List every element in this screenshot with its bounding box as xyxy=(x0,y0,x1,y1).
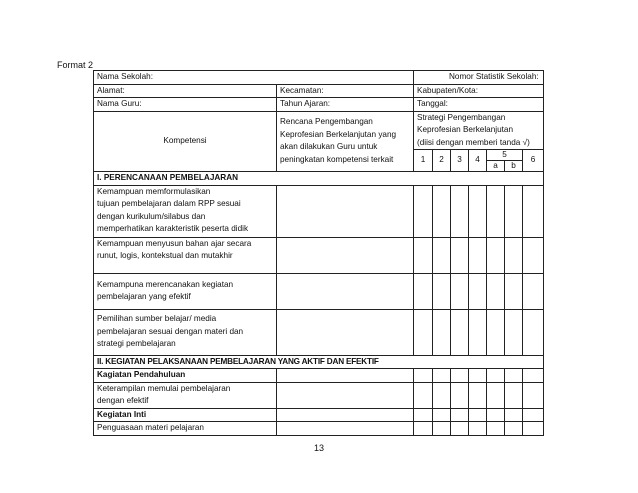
col-header-2: 2 xyxy=(433,150,451,172)
col-header-5a: a xyxy=(487,161,505,172)
item-kompetensi xyxy=(94,185,277,237)
item-kompetensi xyxy=(94,382,277,408)
check-cell[interactable] xyxy=(469,369,487,383)
check-cell[interactable] xyxy=(451,309,469,355)
check-cell[interactable] xyxy=(487,408,505,422)
check-cell[interactable] xyxy=(469,382,487,408)
check-cell[interactable] xyxy=(451,273,469,309)
check-cell[interactable] xyxy=(433,382,451,408)
nomor-statistik-label: Nomor Statistik Sekolah: xyxy=(449,72,539,81)
rencana-cell[interactable] xyxy=(277,422,414,436)
item-line: memperhatikan karakteristik peserta didik xyxy=(97,224,249,233)
rencana-header xyxy=(277,111,414,172)
kecamatan-field[interactable]: Kecamatan: xyxy=(277,84,414,98)
check-cell[interactable] xyxy=(469,237,487,273)
check-cell[interactable] xyxy=(505,273,523,309)
subsection-pendahuluan: Kagiatan Pendahuluan xyxy=(94,369,277,383)
col-header-5: 5 xyxy=(487,150,523,161)
item-kompetensi xyxy=(94,309,277,355)
check-cell[interactable] xyxy=(487,382,505,408)
competency-table xyxy=(93,70,544,436)
check-cell[interactable] xyxy=(505,185,523,237)
check-cell[interactable] xyxy=(487,185,505,237)
check-cell[interactable] xyxy=(433,408,451,422)
alamat-field[interactable]: Alamat: xyxy=(94,84,277,98)
kompetensi-header: Kompetensi xyxy=(94,111,277,172)
check-cell[interactable] xyxy=(469,309,487,355)
item-line: Pemilihan sumber belajar/ media xyxy=(97,314,217,324)
check-cell[interactable] xyxy=(469,408,487,422)
table-row xyxy=(94,273,544,309)
rencana-line: Rencana Pengembangan xyxy=(280,117,373,127)
format-label: Format 2 xyxy=(57,60,94,70)
check-cell[interactable] xyxy=(414,237,433,273)
check-cell[interactable] xyxy=(523,422,544,436)
table-row xyxy=(94,309,544,355)
check-cell[interactable] xyxy=(433,237,451,273)
check-cell[interactable] xyxy=(469,185,487,237)
item-line: dengan kurikulum/silabus dan xyxy=(97,211,206,221)
col-header-6: 6 xyxy=(523,150,544,172)
check-cell[interactable] xyxy=(469,273,487,309)
check-cell[interactable] xyxy=(451,408,469,422)
check-cell[interactable] xyxy=(523,382,544,408)
item-line: Kemampuan memformulasikan xyxy=(97,186,211,196)
nama-sekolah-field[interactable]: Nama Sekolah: xyxy=(94,71,414,85)
check-cell[interactable] xyxy=(451,237,469,273)
check-cell[interactable] xyxy=(433,309,451,355)
strategi-line: Strategi Pengembangan xyxy=(417,112,506,122)
check-cell[interactable] xyxy=(487,369,505,383)
tanggal-field[interactable]: Tanggal: xyxy=(414,98,544,112)
check-cell[interactable] xyxy=(487,273,505,309)
row-section-perencanaan xyxy=(94,172,544,186)
kabupaten-field[interactable]: Kabupaten/Kota: xyxy=(414,84,544,98)
strategi-line: (diisi dengan memberi tanda √) xyxy=(417,137,530,147)
check-cell[interactable] xyxy=(523,185,544,237)
check-cell[interactable] xyxy=(523,369,544,383)
check-cell[interactable] xyxy=(414,369,433,383)
item-kompetensi xyxy=(94,237,277,273)
col-header-3: 3 xyxy=(451,150,469,172)
check-cell[interactable] xyxy=(505,309,523,355)
section-pelaksanaan: II. KEGIATAN PELAKSANAAN PEMBELAJARAN YANG AKTIF DAN EFEKTIF xyxy=(94,355,544,369)
nama-guru-field[interactable]: Nama Guru: xyxy=(94,98,277,112)
item-kompetensi: Penguasaan materi pelajaran xyxy=(94,422,277,436)
item-kompetensi xyxy=(94,273,277,309)
rencana-cell[interactable] xyxy=(277,382,414,408)
item-line: runut, logis, kontekstual dan mutakhir xyxy=(97,251,233,260)
row-inti xyxy=(94,408,544,422)
subsection-inti: Kegiatan Inti xyxy=(94,408,277,422)
check-cell[interactable] xyxy=(414,422,433,436)
check-cell[interactable] xyxy=(523,408,544,422)
item-line: dengan efektif xyxy=(97,396,149,405)
rencana-cell[interactable] xyxy=(277,369,414,383)
item-line: Kemampuan menyusun bahan ajar secara xyxy=(97,238,252,248)
page-number: 13 xyxy=(313,443,324,453)
check-cell[interactable] xyxy=(487,309,505,355)
row-nama-sekolah xyxy=(94,71,544,85)
strategi-line: Keprofesian Berkelanjutan xyxy=(417,125,514,134)
check-cell[interactable] xyxy=(505,422,523,436)
tahun-ajaran-field[interactable]: Tahun Ajaran: xyxy=(277,98,414,112)
table-row xyxy=(94,185,544,237)
check-cell[interactable] xyxy=(505,369,523,383)
strategi-header xyxy=(414,111,544,150)
item-line: tujuan pembelajaran dalam RPP sesuai xyxy=(97,199,241,208)
check-cell[interactable] xyxy=(414,382,433,408)
section-perencanaan: I. PERENCANAAN PEMBELAJARAN xyxy=(94,172,544,186)
check-cell[interactable] xyxy=(523,273,544,309)
row-nama-guru xyxy=(94,98,544,112)
check-cell[interactable] xyxy=(505,382,523,408)
rencana-line: Keprofesian Berkelanjutan yang xyxy=(280,129,397,139)
check-cell[interactable] xyxy=(414,408,433,422)
row-alamat xyxy=(94,84,544,98)
col-header-1: 1 xyxy=(414,150,433,172)
rencana-cell[interactable] xyxy=(277,273,414,309)
table-row xyxy=(94,237,544,273)
item-line: Kemampuna merencanakan kegiatan xyxy=(97,279,234,289)
check-cell[interactable] xyxy=(523,309,544,355)
check-cell[interactable] xyxy=(505,408,523,422)
check-cell[interactable] xyxy=(433,422,451,436)
check-cell[interactable] xyxy=(487,237,505,273)
table-row xyxy=(94,422,544,436)
row-header-top xyxy=(94,111,544,150)
col-header-4: 4 xyxy=(469,150,487,172)
check-cell[interactable] xyxy=(414,185,433,237)
rencana-cell[interactable] xyxy=(277,237,414,273)
check-cell[interactable] xyxy=(469,422,487,436)
rencana-line: akan dilakukan Guru untuk xyxy=(280,142,378,152)
check-cell[interactable] xyxy=(451,369,469,383)
check-cell[interactable] xyxy=(523,237,544,273)
check-cell[interactable] xyxy=(414,309,433,355)
item-line: pembelajaran sesuai dengan materi dan xyxy=(97,326,244,336)
check-cell[interactable] xyxy=(451,382,469,408)
rencana-cell[interactable] xyxy=(277,408,414,422)
item-line: strategi pembelajaran xyxy=(97,339,176,349)
item-line: Keterampilan memulai pembelajaran xyxy=(97,383,231,393)
check-cell[interactable] xyxy=(433,369,451,383)
table-row xyxy=(94,382,544,408)
check-cell[interactable] xyxy=(487,422,505,436)
item-line: pembelajaran yang efektif xyxy=(97,292,191,301)
check-cell[interactable] xyxy=(505,237,523,273)
check-cell[interactable] xyxy=(451,185,469,237)
check-cell[interactable] xyxy=(451,422,469,436)
row-section-pelaksanaan xyxy=(94,355,544,369)
check-cell[interactable] xyxy=(414,273,433,309)
rencana-line: peningkatan kompetensi terkait xyxy=(280,154,394,164)
col-header-5b: b xyxy=(505,161,523,172)
rencana-cell[interactable] xyxy=(277,309,414,355)
check-cell[interactable] xyxy=(433,185,451,237)
nomor-statistik-field[interactable] xyxy=(414,71,544,85)
row-pendahuluan xyxy=(94,369,544,383)
check-cell[interactable] xyxy=(433,273,451,309)
rencana-cell[interactable] xyxy=(277,185,414,237)
